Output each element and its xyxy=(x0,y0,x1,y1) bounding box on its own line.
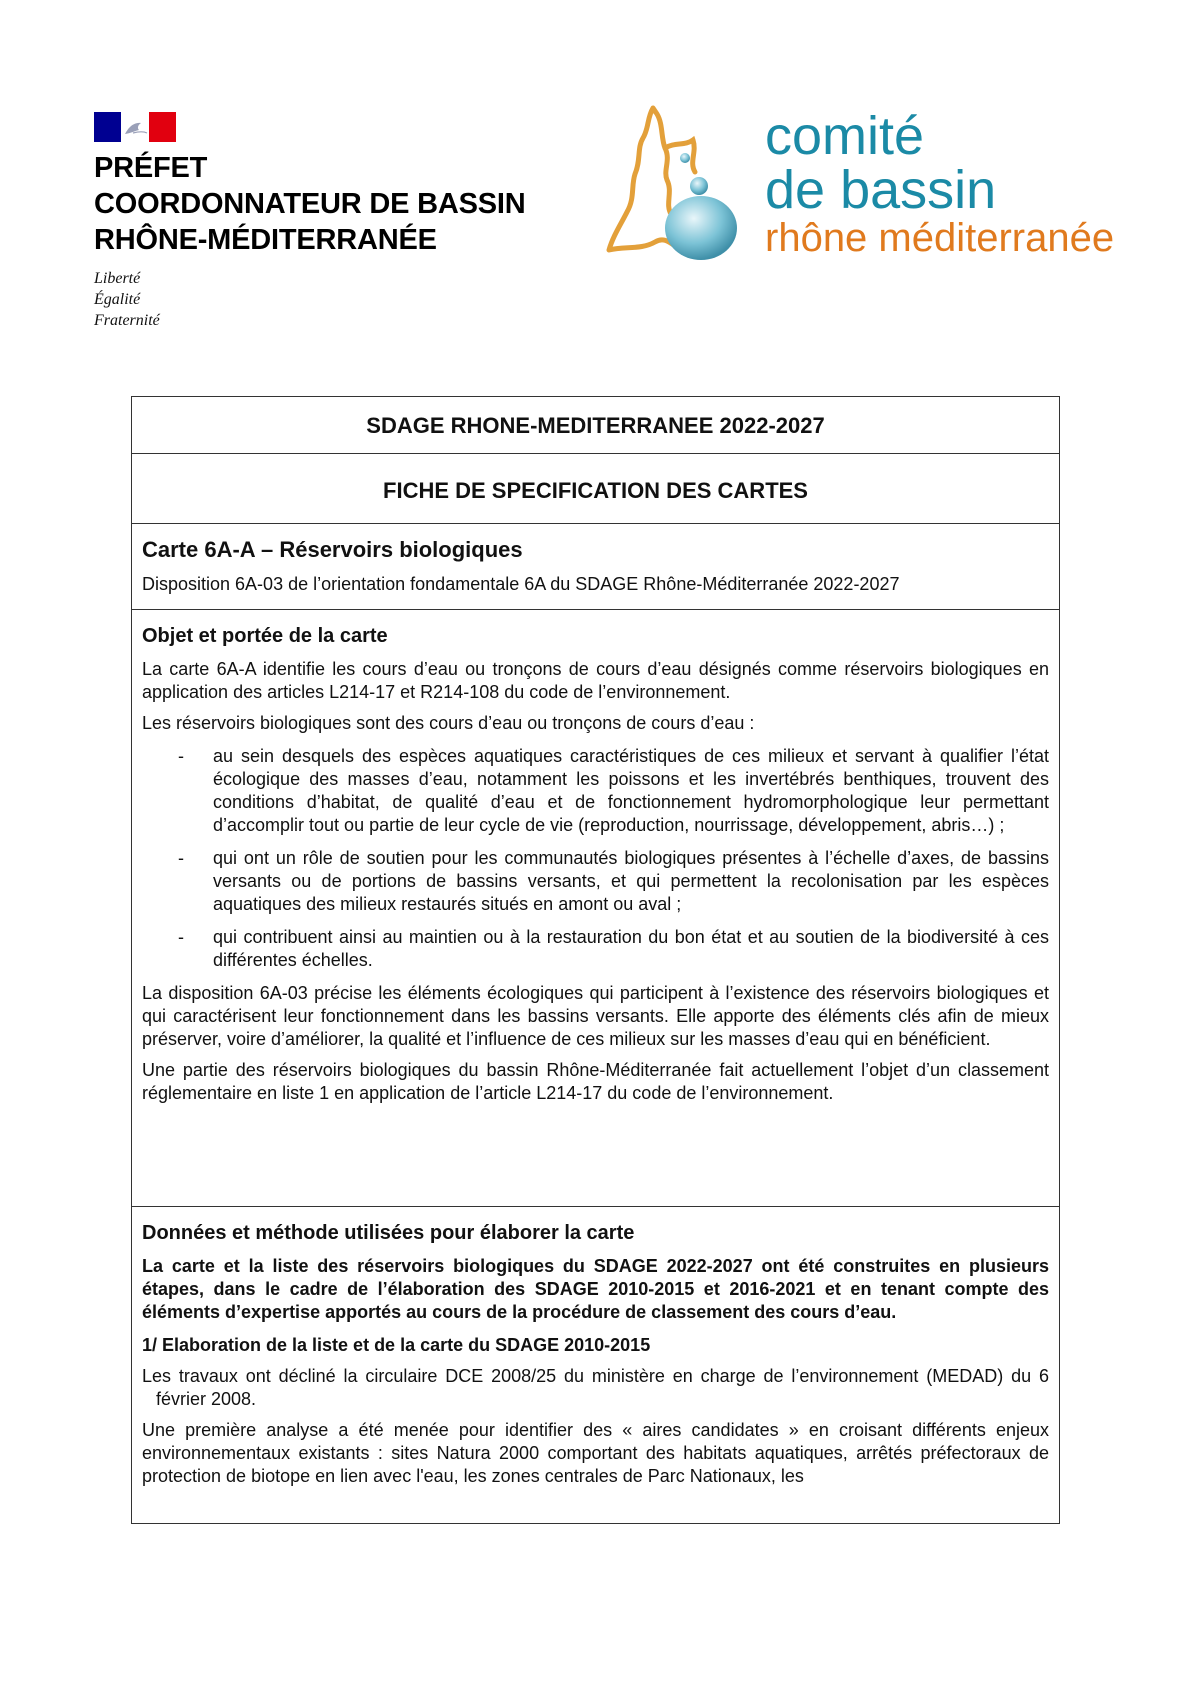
prefet-title-line: PRÉFET xyxy=(94,152,208,184)
republic-motto xyxy=(94,268,574,331)
logo-line-de-bassin: de bassin xyxy=(765,160,997,220)
list-item: - qui contribuent ainsi au maintien ou à la restauration du bon état et au soutien de la biodiversité à ces différentes échelles. xyxy=(178,927,1049,970)
fiche-title: FICHE DE SPECIFICATION DES CARTES xyxy=(132,454,1059,524)
section-objet xyxy=(132,610,1059,1207)
list-item-text: au sein desquels des espèces aquatiques caractéristiques de ces milieux et servant à qualifier l’état écologique des masses d’eau, notamment les poissons et les invertébrés benthiques, trouvent des conditions d’habitat, de qualité d’eau et de fonctionnement hydromorphologique leur permettant d’accomplir tout ou partie de leur cycle de vie (reproduction, nourrissage, développement, abris…) ; xyxy=(213,746,1049,835)
paragraph: Les travaux ont décliné la circulaire DCE 2008/25 du ministère en charge de l’environnement (MEDAD) du 6 février 2008. xyxy=(142,1366,1049,1409)
section-heading: Objet et portée de la carte xyxy=(142,625,388,647)
list-item: - au sein desquels des espèces aquatiques caractéristiques de ces milieux et servant à qualifier l’état écologique des masses d’eau, notamment les poissons et les invertébrés benthiques, trouvent des conditions d’habitat, de qualité d’eau et de fonctionnement hydromorphologique leur permettant d’accomplir tout ou partie de leur cycle de vie (reproduction, nourrissage, développement, abris…) ; xyxy=(178,746,1049,835)
motto-line: Fraternité xyxy=(94,312,160,329)
marianne-flag-logo xyxy=(94,112,176,142)
sdage-title: SDAGE RHONE-MEDITERRANEE 2022-2027 xyxy=(132,397,1059,454)
basin-outline-drop-icon xyxy=(605,100,765,280)
paragraph: Une partie des réservoirs biologiques du bassin Rhône-Méditerranée fait actuellement l’objet d’un classement réglementaire en liste 1 en application de l’article L214-17 du code de l’environnement. xyxy=(142,1060,1049,1103)
section-donnees xyxy=(132,1207,1059,1498)
map-title: Carte 6A-A – Réservoirs biologiques xyxy=(142,537,523,562)
logo-line-rhone-mediterranee: rhône méditerranée xyxy=(765,216,1115,260)
specification-sheet-frame xyxy=(131,396,1060,1524)
list-item-text: qui ont un rôle de soutien pour les communautés biologiques présentes à l’échelle d’axes, de bassins versants ou de portions de bassins versants, et qui permettent la recolonisation par les espèces aquatiques des milieux restaurés situés en amont ou aval ; xyxy=(213,848,1049,914)
prefet-title-line: COORDONNATEUR DE BASSIN xyxy=(94,188,526,220)
paragraph: La carte 6A-A identifie les cours d’eau ou tronçons de cours d’eau désignés comme réservoirs biologiques en application des articles L214-17 et R214-108 du code de l’environnement. xyxy=(142,659,1049,702)
prefet-title xyxy=(94,150,574,258)
step-title: 1/ Elaboration de la liste et de la carte du SDAGE 2010-2015 xyxy=(142,1335,651,1355)
list-item-text: qui contribuent ainsi au maintien ou à la restauration du bon état et au soutien de la biodiversité à ces différentes échelles. xyxy=(213,927,1049,970)
paragraph: La disposition 6A-03 précise les éléments écologiques qui participent à l’existence des réservoirs biologiques et qui caractérisent leur fonctionnement dans les bassins versants. Elle apporte des éléments clés afin de mieux préserver, voire d’améliorer, la qualité et l’influence de ces milieux sur les masses d’eau qui en bénéficient. xyxy=(142,983,1049,1049)
map-card-header xyxy=(132,524,1059,610)
logo-line-comite: comité xyxy=(765,106,925,166)
paragraph: Une première analyse a été menée pour identifier des « aires candidates » en croisant différents enjeux environnementaux existants : sites Natura 2000 comportant des habitats aquatiques, arrêtés préfectoraux de protection de biotope en lien avec l'eau, les zones centrales de Parc Nationaux, les xyxy=(142,1420,1049,1486)
motto-line: Égalité xyxy=(94,291,141,308)
bullet-list xyxy=(142,745,1049,972)
list-item: - qui ont un rôle de soutien pour les communautés biologiques présentes à l’échelle d’axes, de bassins versants ou de portions de bassins versants, et qui permettent la recolonisation par les espèces aquatiques des milieux restaurés situés en amont ou aval ; xyxy=(178,848,1049,914)
section-heading: Données et méthode utilisées pour élaborer la carte xyxy=(142,1222,635,1244)
prefet-title-line: RHÔNE-MÉDITERRANÉE xyxy=(94,224,437,256)
comite-de-bassin-logo xyxy=(605,100,1125,280)
paragraph-bold: La carte et la liste des réservoirs biologiques du SDAGE 2022-2027 ont été construites en plusieurs étapes, dans le cadre de l’élaboration des SDAGE 2010-2015 et 2016-2021 et en tenant compte des éléments d’expertise apportés au cours de la procédure de classement des cours d’eau. xyxy=(142,1256,1049,1322)
prefet-logo-block xyxy=(94,112,574,331)
map-disposition: Disposition 6A-03 de l’orientation fondamentale 6A du SDAGE Rhône-Méditerranée 2022-2027 xyxy=(142,574,900,594)
paragraph: Les réservoirs biologiques sont des cours d’eau ou tronçons de cours d’eau : xyxy=(142,713,755,733)
motto-line: Liberté xyxy=(94,270,141,287)
